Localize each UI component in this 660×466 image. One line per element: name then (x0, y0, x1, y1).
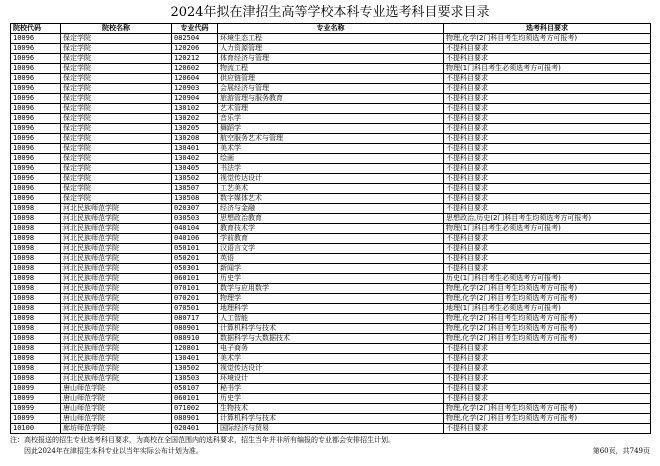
table-row (11, 104, 651, 114)
school-name-cell: 保定学院 (61, 44, 172, 54)
school-code-cell: 10096 (11, 144, 61, 154)
table-row (11, 404, 651, 414)
school-code-cell: 10098 (11, 274, 61, 284)
major-code-cell: 070501 (172, 304, 218, 314)
major-name-cell: 美术学 (218, 144, 444, 154)
table-row (11, 384, 651, 394)
major-name-cell: 会展经济与管理 (218, 84, 444, 94)
requirement-cell: 不提科目要求 (444, 134, 651, 144)
school-name-cell: 保定学院 (61, 54, 172, 64)
school-name-cell: 保定学院 (61, 164, 172, 174)
major-code-cell: 130401 (172, 144, 218, 154)
requirement-cell: 不提科目要求 (444, 54, 651, 64)
requirement-cell: 不提科目要求 (444, 244, 651, 254)
table-row (11, 294, 651, 304)
school-name-cell: 保定学院 (61, 174, 172, 184)
school-code-cell: 10099 (11, 414, 61, 424)
school-name-cell: 河北民族师范学院 (61, 304, 172, 314)
school-name-cell: 保定学院 (61, 94, 172, 104)
table-row (11, 314, 651, 324)
requirement-cell: 不提科目要求 (444, 194, 651, 204)
school-name-cell: 河北民族师范学院 (61, 254, 172, 264)
major-code-cell: 020307 (172, 204, 218, 214)
requirement-cell: 不提科目要求 (444, 424, 651, 434)
major-code-cell: 080910 (172, 334, 218, 344)
major-code-cell: 120206 (172, 44, 218, 54)
table-row (11, 374, 651, 384)
major-code-cell: 060101 (172, 274, 218, 284)
table-row (11, 224, 651, 234)
major-code-cell: 120903 (172, 84, 218, 94)
major-code-cell: 070201 (172, 294, 218, 304)
major-name-cell: 艺术管理 (218, 104, 444, 114)
school-code-cell: 10098 (11, 314, 61, 324)
major-code-cell: 130503 (172, 374, 218, 384)
requirement-cell: 不提科目要求 (444, 114, 651, 124)
requirement-cell: 不提科目要求 (444, 84, 651, 94)
major-code-cell: 120212 (172, 54, 218, 64)
major-code-cell: 130102 (172, 104, 218, 114)
school-name-cell: 唐山师范学院 (61, 394, 172, 404)
major-name-cell: 人力资源管理 (218, 44, 444, 54)
table-body (11, 34, 651, 434)
major-name-cell: 教育技术学 (218, 224, 444, 234)
footnote-line-2: 因此2024年在津招生本科专业以当年实际公布计划为准。 (24, 447, 203, 455)
major-name-cell: 书法学 (218, 164, 444, 174)
school-name-cell: 保定学院 (61, 184, 172, 194)
major-code-cell: 060101 (172, 394, 218, 404)
requirement-cell: 物理(1门科目考生必须选考方可报考) (444, 224, 651, 234)
major-name-cell: 地理科学 (218, 304, 444, 314)
major-name-cell: 环境生态工程 (218, 34, 444, 44)
school-name-cell: 河北民族师范学院 (61, 264, 172, 274)
requirement-cell: 物理,化学(2门科目考生均须选考方可报考) (444, 404, 651, 414)
school-code-cell: 10096 (11, 84, 61, 94)
school-code-cell: 10098 (11, 304, 61, 314)
school-code-cell: 10098 (11, 364, 61, 374)
requirement-cell: 物理,化学(2门科目考生均须选考方可报考) (444, 324, 651, 334)
major-name-cell: 英语 (218, 254, 444, 264)
requirement-cell: 不提科目要求 (444, 124, 651, 134)
major-code-cell: 050107 (172, 384, 218, 394)
major-code-cell: 040104 (172, 224, 218, 234)
table-row (11, 54, 651, 64)
major-code-cell: 130208 (172, 134, 218, 144)
major-name-cell: 历史学 (218, 274, 444, 284)
table-row (11, 334, 651, 344)
major-name-cell: 物流工程 (218, 64, 444, 74)
major-code-cell: 080901 (172, 324, 218, 334)
requirement-cell: 物理,化学(2门科目考生均须选考方可报考) (444, 314, 651, 324)
requirement-cell: 不提科目要求 (444, 174, 651, 184)
school-code-cell: 10096 (11, 174, 61, 184)
major-name-cell: 思想政治教育 (218, 214, 444, 224)
major-name-cell: 美术学 (218, 354, 444, 364)
school-code-cell: 10098 (11, 214, 61, 224)
school-code-cell: 10096 (11, 154, 61, 164)
school-name-cell: 保定学院 (61, 144, 172, 154)
requirement-cell: 不提科目要求 (444, 374, 651, 384)
major-code-cell: 030503 (172, 214, 218, 224)
requirement-cell: 物理,化学(2门科目考生均须选考方可报考) (444, 334, 651, 344)
school-code-cell: 10099 (11, 384, 61, 394)
table-row (11, 184, 651, 194)
school-name-cell: 廊坊师范学院 (61, 424, 172, 434)
table-row (11, 84, 651, 94)
header-major-name: 专业名称 (218, 24, 444, 34)
major-name-cell: 计算机科学与技术 (218, 324, 444, 334)
school-name-cell: 河北民族师范学院 (61, 334, 172, 344)
table-row (11, 324, 651, 334)
school-name-cell: 保定学院 (61, 134, 172, 144)
table-row (11, 154, 651, 164)
header-subject-requirement: 选考科目要求 (444, 24, 651, 34)
requirement-cell: 不提科目要求 (444, 94, 651, 104)
header-school-name: 院校名称 (61, 24, 172, 34)
school-code-cell: 10098 (11, 324, 61, 334)
major-code-cell: 120904 (172, 94, 218, 104)
school-code-cell: 10098 (11, 294, 61, 304)
requirement-cell: 不提科目要求 (444, 254, 651, 264)
school-name-cell: 保定学院 (61, 84, 172, 94)
school-name-cell: 河北民族师范学院 (61, 234, 172, 244)
major-code-cell: 120602 (172, 64, 218, 74)
major-code-cell: 130502 (172, 364, 218, 374)
table-row (11, 424, 651, 434)
school-name-cell: 河北民族师范学院 (61, 344, 172, 354)
table-row (11, 264, 651, 274)
school-code-cell: 10098 (11, 284, 61, 294)
school-name-cell: 河北民族师范学院 (61, 364, 172, 374)
school-code-cell: 10098 (11, 234, 61, 244)
header-school-code: 院校代码 (11, 24, 61, 34)
requirement-cell: 物理,化学(2门科目考生均须选考方可报考) (444, 294, 651, 304)
major-name-cell: 物理学 (218, 294, 444, 304)
school-name-cell: 河北民族师范学院 (61, 214, 172, 224)
major-name-cell: 旅游管理与服务教育 (218, 94, 444, 104)
school-code-cell: 10096 (11, 34, 61, 44)
table-row (11, 164, 651, 174)
major-name-cell: 数学与应用数学 (218, 284, 444, 294)
major-name-cell: 生物技术 (218, 404, 444, 414)
table-row (11, 94, 651, 104)
table-row (11, 364, 651, 374)
table-row (11, 194, 651, 204)
school-name-cell: 保定学院 (61, 124, 172, 134)
school-code-cell: 10096 (11, 54, 61, 64)
school-name-cell: 保定学院 (61, 194, 172, 204)
table-row (11, 174, 651, 184)
school-code-cell: 10099 (11, 404, 61, 414)
school-name-cell: 保定学院 (61, 114, 172, 124)
major-name-cell: 舞蹈学 (218, 124, 444, 134)
major-name-cell: 视觉传达设计 (218, 174, 444, 184)
major-code-cell: 130508 (172, 194, 218, 204)
school-name-cell: 唐山师范学院 (61, 414, 172, 424)
requirement-cell: 不提科目要求 (444, 344, 651, 354)
table-row (11, 144, 651, 154)
school-name-cell: 唐山师范学院 (61, 384, 172, 394)
requirement-cell: 物理,化学(2门科目考生均须选考方可报考) (444, 414, 651, 424)
requirement-cell: 地理(1门科目考生必须选考方可报考) (444, 304, 651, 314)
major-code-cell: 020401 (172, 424, 218, 434)
major-name-cell: 航空服务艺术与管理 (218, 134, 444, 144)
school-name-cell: 保定学院 (61, 64, 172, 74)
school-name-cell: 保定学院 (61, 34, 172, 44)
requirement-cell: 物理,化学(2门科目考生均须选考方可报考) (444, 284, 651, 294)
requirement-cell: 不提科目要求 (444, 364, 651, 374)
major-name-cell: 视觉传达设计 (218, 364, 444, 374)
major-name-cell: 绘画 (218, 154, 444, 164)
school-name-cell: 河北民族师范学院 (61, 324, 172, 334)
requirement-cell: 不提科目要求 (444, 204, 651, 214)
major-code-cell: 070101 (172, 284, 218, 294)
table-header-row (11, 24, 651, 34)
table-row (11, 44, 651, 54)
table-row (11, 254, 651, 264)
requirement-cell: 不提科目要求 (444, 44, 651, 54)
footnote-line-1: 注：高校报送的招生专业选考科目要求，为高校在全国范围内的选科要求，招生当年并非所有编报的专业都会安排招生计划。 (10, 436, 395, 444)
major-code-cell: 130507 (172, 184, 218, 194)
school-name-cell: 保定学院 (61, 74, 172, 84)
table-row (11, 274, 651, 284)
major-name-cell: 音乐学 (218, 114, 444, 124)
requirement-cell: 不提科目要求 (444, 154, 651, 164)
table-row (11, 244, 651, 254)
major-name-cell: 人工智能 (218, 314, 444, 324)
requirement-cell: 不提科目要求 (444, 184, 651, 194)
school-code-cell: 10096 (11, 104, 61, 114)
major-name-cell: 国际经济与贸易 (218, 424, 444, 434)
major-name-cell: 历史学 (218, 394, 444, 404)
major-code-cell: 071002 (172, 404, 218, 414)
school-code-cell: 10099 (11, 394, 61, 404)
school-code-cell: 10096 (11, 184, 61, 194)
major-code-cell: 130401 (172, 354, 218, 364)
school-code-cell: 10096 (11, 64, 61, 74)
requirement-cell: 不提科目要求 (444, 354, 651, 364)
school-name-cell: 保定学院 (61, 104, 172, 114)
requirement-cell: 不提科目要求 (444, 394, 651, 404)
school-name-cell: 河北民族师范学院 (61, 294, 172, 304)
school-code-cell: 10098 (11, 374, 61, 384)
requirements-table (10, 23, 651, 434)
table-row (11, 124, 651, 134)
major-code-cell: 130202 (172, 114, 218, 124)
major-code-cell: 130402 (172, 154, 218, 164)
table-row (11, 394, 651, 404)
school-code-cell: 10100 (11, 424, 61, 434)
table-row (11, 34, 651, 44)
requirement-cell: 物理(1门科目考生必须选考方可报考) (444, 64, 651, 74)
requirement-cell: 不提科目要求 (444, 234, 651, 244)
major-code-cell: 050101 (172, 244, 218, 254)
major-name-cell: 秘书学 (218, 384, 444, 394)
major-code-cell: 130405 (172, 164, 218, 174)
table-row (11, 214, 651, 224)
major-code-cell: 040106 (172, 234, 218, 244)
major-code-cell: 080717 (172, 314, 218, 324)
school-code-cell: 10098 (11, 224, 61, 234)
school-name-cell: 河北民族师范学院 (61, 284, 172, 294)
school-code-cell: 10098 (11, 254, 61, 264)
school-name-cell: 河北民族师范学院 (61, 314, 172, 324)
major-name-cell: 供应链管理 (218, 74, 444, 84)
requirement-cell: 物理,化学(2门科目考生均须选考方可报考) (444, 34, 651, 44)
school-code-cell: 10096 (11, 74, 61, 84)
requirement-cell: 不提科目要求 (444, 74, 651, 84)
requirement-cell: 不提科目要求 (444, 104, 651, 114)
table-row (11, 284, 651, 294)
table-row (11, 64, 651, 74)
table-row (11, 204, 651, 214)
table-row (11, 344, 651, 354)
table-row (11, 414, 651, 424)
school-name-cell: 河北民族师范学院 (61, 354, 172, 364)
school-code-cell: 10098 (11, 334, 61, 344)
document-title: 2024年拟在津招生高等学校本科专业选考科目要求目录 (170, 5, 490, 20)
table-row (11, 134, 651, 144)
table-row (11, 234, 651, 244)
school-code-cell: 10098 (11, 204, 61, 214)
school-code-cell: 10098 (11, 354, 61, 364)
school-code-cell: 10096 (11, 124, 61, 134)
major-name-cell: 计算机科学与技术 (218, 414, 444, 424)
major-code-cell: 130502 (172, 174, 218, 184)
major-code-cell: 080901 (172, 414, 218, 424)
page-indicator: 第60页，共749页 (592, 447, 650, 455)
table-row (11, 354, 651, 364)
major-name-cell: 数字媒体艺术 (218, 194, 444, 204)
requirement-cell: 不提科目要求 (444, 264, 651, 274)
major-name-cell: 汉语言文学 (218, 244, 444, 254)
table-row (11, 304, 651, 314)
school-name-cell: 唐山师范学院 (61, 404, 172, 414)
school-code-cell: 10098 (11, 344, 61, 354)
requirement-cell: 不提科目要求 (444, 144, 651, 154)
major-code-cell: 050201 (172, 254, 218, 264)
school-name-cell: 保定学院 (61, 154, 172, 164)
school-code-cell: 10096 (11, 134, 61, 144)
major-name-cell: 经济与金融 (218, 204, 444, 214)
table-row (11, 114, 651, 124)
school-name-cell: 河北民族师范学院 (61, 224, 172, 234)
major-name-cell: 新闻学 (218, 264, 444, 274)
school-name-cell: 河北民族师范学院 (61, 244, 172, 254)
major-code-cell: 082504 (172, 34, 218, 44)
school-code-cell: 10096 (11, 164, 61, 174)
school-code-cell: 10096 (11, 194, 61, 204)
major-name-cell: 环境设计 (218, 374, 444, 384)
header-major-code: 专业代码 (172, 24, 218, 34)
school-code-cell: 10098 (11, 264, 61, 274)
major-code-cell: 120801 (172, 344, 218, 354)
school-code-cell: 10096 (11, 114, 61, 124)
school-code-cell: 10096 (11, 44, 61, 54)
school-code-cell: 10098 (11, 244, 61, 254)
table-row (11, 74, 651, 84)
major-name-cell: 电子商务 (218, 344, 444, 354)
major-code-cell: 120604 (172, 74, 218, 84)
major-code-cell: 130205 (172, 124, 218, 134)
major-name-cell: 数据科学与大数据技术 (218, 334, 444, 344)
school-code-cell: 10096 (11, 94, 61, 104)
requirement-cell: 不提科目要求 (444, 164, 651, 174)
school-name-cell: 河北民族师范学院 (61, 274, 172, 284)
school-name-cell: 河北民族师范学院 (61, 374, 172, 384)
major-name-cell: 体育经济与管理 (218, 54, 444, 64)
requirement-cell: 思想政治,历史(2门科目考生均须选考方可报考) (444, 214, 651, 224)
school-name-cell: 河北民族师范学院 (61, 204, 172, 214)
requirement-cell: 不提科目要求 (444, 384, 651, 394)
major-name-cell: 工艺美术 (218, 184, 444, 194)
major-name-cell: 学前教育 (218, 234, 444, 244)
major-code-cell: 050301 (172, 264, 218, 274)
requirement-cell: 历史(1门科目考生必须选考方可报考) (444, 274, 651, 284)
